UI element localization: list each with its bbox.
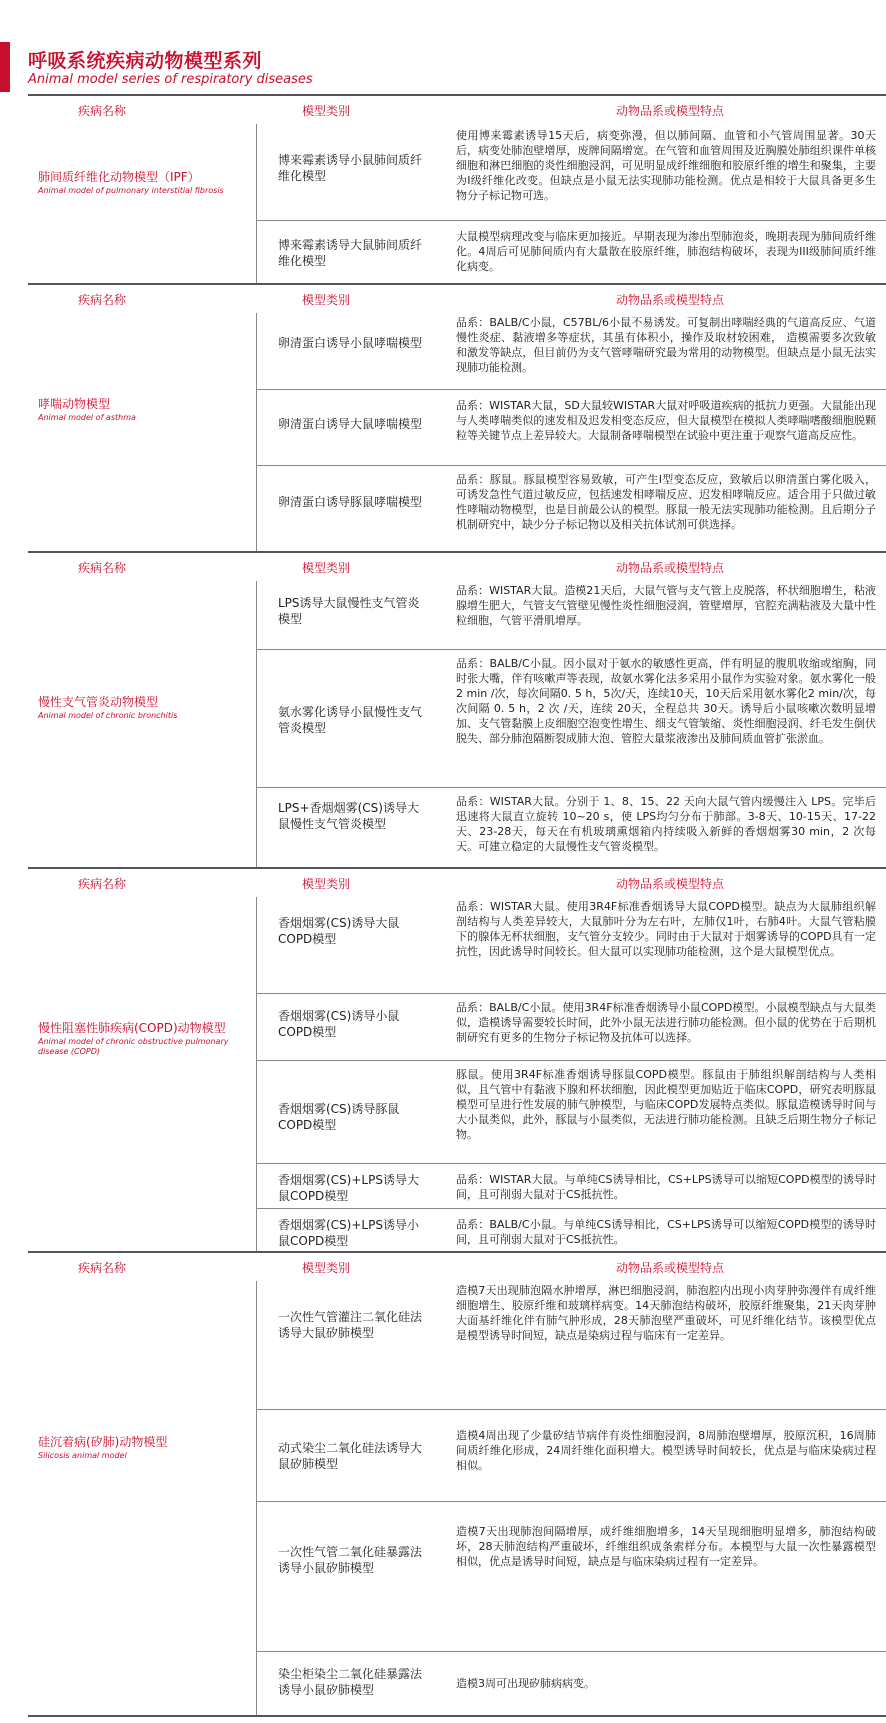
disease-name — [38, 170, 238, 196]
model-type: 一次性气管灌注二氧化硅法诱导大鼠矽肺模型 — [278, 1310, 423, 1340]
header-disease: 疾病名称 — [78, 561, 127, 575]
model-row — [256, 787, 886, 870]
model-type: LPS+香烟烟雾(CS)诱导大鼠慢性支气管炎模型 — [278, 801, 419, 831]
section-header — [28, 96, 886, 124]
model-type: 博来霉素诱导小鼠肺间质纤维化模型 — [278, 153, 423, 183]
disease-name — [38, 695, 238, 721]
model-row — [256, 897, 886, 993]
disease-name-zh: 哮喘动物模型 — [38, 397, 111, 411]
header-disease: 疾病名称 — [78, 877, 127, 891]
page-title: 呼吸系统疾病动物模型系列 — [28, 50, 263, 72]
model-row — [256, 1060, 886, 1164]
model-features: 造模4周出现了少量矽结节病伴有炎性细胞浸润，8周肺泡壁增厚，胶原沉积，16周肺间质纤维化形成，24周纤维化面积增大。模型诱导时间较长，优点是与临床染病过程相似。 — [456, 1429, 876, 1472]
model-features: 造模7天出现肺泡间隔增厚，成纤维细胞增多，14天呈现细胞明显增多，肺泡结构破坏，28天肺泡结构严重破坏，纤维组织成条索样分布。本模型与大鼠一次性暴露模型相似，优点是诱导时间短，缺点是与临床染病过程有一定差异。 — [456, 1525, 876, 1568]
disease-name-en: Animal model of asthma — [38, 413, 136, 422]
disease-name — [38, 397, 238, 423]
model-features: 造模3周可出现矽肺病病变。 — [456, 1677, 595, 1690]
model-features: 品系：WISTAR大鼠。造模21天后，大鼠气管与支气管上皮脱落，杯状细胞增生，粘液腺增生肥大，气管支气管壁见慢性炎性细胞浸润，管壁增厚，官腔充满粘液及大量中性粒细胞，气管平滑肌增厚。 — [456, 584, 876, 627]
model-features: 品系：豚鼠。豚鼠模型容易致敏，可产生I型变态反应，致敏后以卵清蛋白雾化吸入，可诱发急性气道过敏反应，包括速发相哮喘反应、迟发相哮喘反应。适合用于只做过敏性哮喘动物模型，也是目前最公认的模型。豚鼠一般无法实现肺功能检测。且后期分子机制研究中，缺少分子标记物以及相关抗体试剂可供选择。 — [456, 473, 876, 531]
disease-name-zh: 慢性支气管炎动物模型 — [38, 695, 159, 709]
model-features: 造模7天出现肺泡隔水肿增厚，淋巴细胞浸润，肺泡腔内出现小肉芽肿弥漫伴有成纤维细胞增生、胶原纤维和玻璃样病变。14天肺泡结构破坏，胶原纤维聚集，21天肉芽肿大面基纤维化伴有肺气肿形成，28天肺泡壁严重破坏，可见纤维化结节。该模型优点是模型诱导时间短，缺点是染病过程与临床有一定差异。 — [456, 1284, 876, 1342]
model-type: 博来霉素诱导大鼠肺间质纤维化模型 — [278, 238, 423, 268]
disease-name-zh: 硅沉着病(矽肺)动物模型 — [38, 1435, 168, 1449]
table-bottom-rule — [28, 1715, 886, 1717]
header-disease: 疾病名称 — [78, 1261, 127, 1275]
disease-name-en: Animal model of chronic obstructive pulmonary disease (COPD) — [38, 1037, 229, 1056]
section-ipf — [28, 94, 886, 285]
header-features: 动物品系或模型特点 — [616, 293, 725, 307]
model-type: 卵清蛋白诱导小鼠哮喘模型 — [278, 336, 423, 350]
page-subtitle: Animal model series of respiratory diseases — [28, 72, 313, 87]
model-features: 品系：WISTAR大鼠。分别于 1、8、15、22 天向大鼠气管内缓慢注入 LPS。完毕后迅速将大鼠直立旋转 10~20 s，使 LPS均匀分布于肺部。3-8天、10-15天、17-22天、23-28天，每天在有机玻璃熏烟箱内持续吸入新鲜的香烟烟雾30 min，2 次每天。可建立稳定的大鼠慢性支气管炎模型。 — [456, 795, 876, 853]
model-row — [256, 313, 886, 389]
model-row — [256, 581, 886, 649]
header-features: 动物品系或模型特点 — [616, 104, 725, 118]
model-type: LPS诱导大鼠慢性支气管炎模型 — [278, 596, 420, 626]
model-type: 香烟烟雾(CS)诱导豚鼠COPD模型 — [278, 1102, 400, 1132]
section-header — [28, 285, 886, 313]
section-chronic-bronchitis — [28, 551, 886, 869]
model-row — [256, 465, 886, 554]
header-model-type: 模型类别 — [302, 104, 351, 118]
header-features: 动物品系或模型特点 — [616, 561, 725, 575]
model-features: 品系：WISTAR大鼠。使用3R4F标准香烟诱导大鼠COPD模型。缺点为大鼠肺组织解剖结构与人类差异较大，大鼠肺叶分为左右叶，左肺仅1叶，右肺4叶。大鼠气管粘膜下的腺体无杯状细胞，支气管分支较少。同时由于大鼠对于烟雾诱导的COPD具有一定抗性，因此诱导时间较长。但大鼠可以实现肺功能检测，这个是大鼠模型优点。 — [456, 900, 876, 958]
model-row — [256, 649, 886, 788]
header-model-type: 模型类别 — [302, 1261, 351, 1275]
section-silicosis — [28, 1251, 886, 1717]
model-row — [256, 993, 886, 1061]
model-type: 氨水雾化诱导小鼠慢性支气管炎模型 — [278, 705, 423, 735]
model-features: 豚鼠。使用3R4F标准香烟诱导豚鼠COPD模型。豚鼠由于肺组织解剖结构与人类相似，且气管中有黏液下腺和杯状细胞，因此模型更加贴近于临床COPD，研究表明豚鼠模型可呈进行性发展的肺气肿模型，与临床COPD发展特点类似。豚鼠造模诱导时间与大小鼠类似，此外，豚鼠与小鼠类似，无法进行肺功能检测。且缺乏后期生物分子标记物。 — [456, 1068, 876, 1141]
section-header — [28, 1253, 886, 1281]
model-features: 品系：WISTAR大鼠，SD大鼠较WISTAR大鼠对呼吸道疾病的抵抗力更强。大鼠能出现与人类哮喘类似的速发相及迟发相变态反应，但大鼠模型在模拟人类哮喘嗜酸细胞脱颗粒等关键节点上差异较大。大鼠制备哮喘模型在试验中更注重于观察气道高反应性。 — [456, 399, 876, 442]
model-row — [256, 1281, 886, 1409]
model-features: 品系：BALB/C小鼠。因小鼠对于氨水的敏感性更高，伴有明显的腹肌收缩或缩胸，同时张大嘴，伴有咳嗽声等表现，故氨水雾化法多采用小鼠作为实验对象。氨水雾化一般2 min /次，每次间隔0. 5 h，5次/天，连续10天，10天后采用氨水雾化2 min/次，每次间隔 0. 5 h，2 次 /天，连续 20天，全程总共 30天。诱导后小鼠咳嗽次数明显增加、支气管黏膜上皮细胞空泡变性增生、细支气管皱缩、炎性细胞浸润、纤毛发生倒伏脱失、部分肺泡隔断裂成肺大泡、管腔大量浆液渗出及肺间质血管扩张淤血。 — [456, 657, 876, 745]
model-row — [256, 220, 886, 286]
model-type: 卵清蛋白诱导大鼠哮喘模型 — [278, 417, 423, 431]
model-type: 染尘柜染尘二氧化硅暴露法诱导小鼠矽肺模型 — [278, 1667, 423, 1697]
model-type: 香烟烟雾(CS)诱导小鼠COPD模型 — [278, 1009, 400, 1039]
disease-name — [38, 1021, 238, 1057]
header-model-type: 模型类别 — [302, 561, 351, 575]
model-row — [256, 1409, 886, 1502]
model-type: 动式染尘二氧化硅法诱导大鼠矽肺模型 — [278, 1441, 423, 1471]
model-features: 大鼠模型病理改变与临床更加接近。早期表现为渗出型肺泡炎，晚期表现为肺间质纤维化。4周后可见肺间质内有大量散在胶原纤维，肺泡结构破坏，表现为III级肺间质纤维化病变。 — [456, 230, 876, 273]
model-row — [256, 1651, 886, 1718]
header-disease: 疾病名称 — [78, 104, 127, 118]
title-accent-bar — [0, 42, 10, 92]
section-header — [28, 553, 886, 581]
disease-name-zh: 慢性阻塞性肺疾病(COPD)动物模型 — [38, 1021, 226, 1035]
model-row — [256, 1163, 886, 1209]
header-model-type: 模型类别 — [302, 293, 351, 307]
model-type: 香烟烟雾(CS)诱导大鼠COPD模型 — [278, 916, 400, 946]
section-header — [28, 869, 886, 897]
disease-name-zh: 肺间质纤维化动物模型（IPF） — [38, 170, 200, 184]
disease-name-en: Silicosis animal model — [38, 1451, 127, 1460]
model-features: 品系：BALB/C小鼠。与单纯CS诱导相比，CS+LPS诱导可以缩短COPD模型的诱导时间，且可削弱大鼠对于CS抵抗性。 — [456, 1218, 876, 1246]
header-features: 动物品系或模型特点 — [616, 1261, 725, 1275]
header-model-type: 模型类别 — [302, 877, 351, 891]
model-type: 香烟烟雾(CS)+LPS诱导小鼠COPD模型 — [278, 1218, 419, 1248]
model-features: 使用博来霉素诱导15天后，病变弥漫，但以肺间隔、血管和小气管周围显著。30天后，病变处肺泡壁增厚，废牌间隔增宽。在气管和血管周围及近胸膜处肺组织课件单核细胞和淋巴细胞的炎性细胞浸润，可见明显成纤维细胞和胶原纤维的增生和聚集，主要为I级纤维化改变。但缺点是小鼠无法实现肺功能检测。优点是相较于大鼠具备更多生物分子标记物可选。 — [456, 129, 876, 202]
disease-name — [38, 1435, 238, 1461]
section-asthma — [28, 283, 886, 553]
header-disease: 疾病名称 — [78, 293, 127, 307]
model-row — [256, 1501, 886, 1652]
model-features: 品系：WISTAR大鼠。与单纯CS诱导相比，CS+LPS诱导可以缩短COPD模型的诱导时间，且可削弱大鼠对于CS抵抗性。 — [456, 1173, 876, 1201]
model-type: 香烟烟雾(CS)+LPS诱导大鼠COPD模型 — [278, 1173, 419, 1203]
disease-name-en: Animal model of chronic bronchitis — [38, 711, 178, 720]
model-type: 卵清蛋白诱导豚鼠哮喘模型 — [278, 495, 423, 509]
model-row — [256, 389, 886, 466]
section-copd — [28, 867, 886, 1253]
model-type: 一次性气管二氧化硅暴露法诱导小鼠矽肺模型 — [278, 1545, 423, 1575]
disease-name-en: Animal model of pulmonary interstitial fibrosis — [38, 186, 224, 195]
model-row — [256, 124, 886, 220]
model-features: 品系：BALB/C小鼠，C57BL/6小鼠不易诱发。可复制出哮喘经典的气道高反应、气道慢性炎症、黏液增多等症状，其虽有体积小，操作及取材较困难， 造模需要多次致敏和激发等缺点，但目前仍为支气管哮喘研究最为常用的动物模型。但缺点是小鼠无法实现肺功能检测。 — [456, 316, 876, 374]
model-row — [256, 1208, 886, 1254]
header-features: 动物品系或模型特点 — [616, 877, 725, 891]
model-features: 品系：BALB/C小鼠。使用3R4F标准香烟诱导小鼠COPD模型。小鼠模型缺点与大鼠类似，造模诱导需要较长时间，此外小鼠无法进行肺功能检测。但小鼠的优势在于后期机制研究有更多的生物分子标记物及抗体可以选择。 — [456, 1001, 876, 1044]
